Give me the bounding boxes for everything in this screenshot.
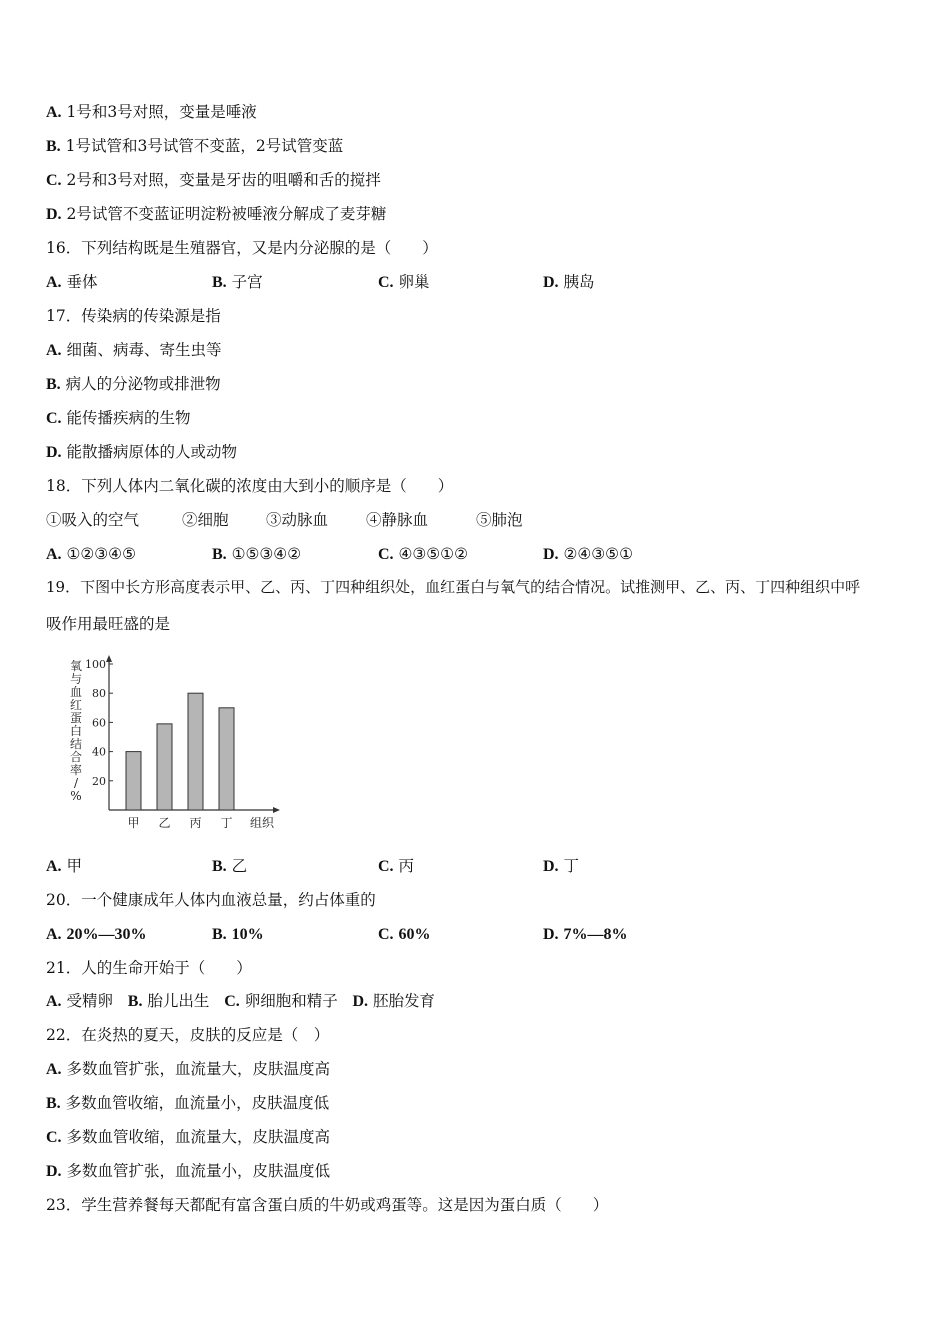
q16-option-d: D. 胰岛 [543, 273, 595, 291]
y-tick-label: 80 [92, 687, 106, 701]
q18-option-d: D. ②④③⑤① [543, 545, 633, 563]
q19-stem-line1: 19．下图中长方形高度表示甲、乙、丙、丁四种组织处，血红蛋白与氧气的结合情况。试推测甲、乙、丙、丁四种组织中呼 [46, 578, 861, 596]
q22-option-d: D. 多数血管扩张，血流量小，皮肤温度低 [46, 1162, 331, 1180]
q15-option-d: D. 2号试管不变蓝证明淀粉被唾液分解成了麦芽糖 [46, 205, 387, 223]
q15-option-c: C. 2号和3号对照，变量是牙齿的咀嚼和舌的搅拌 [46, 171, 381, 189]
q19-option-d: D. 丁 [543, 857, 580, 875]
q21-options: A. 受精卵 B. 胎儿出生 C. 卵细胞和精子 D. 胚胎发育 [46, 992, 436, 1010]
q15-option-a: A. 1号和3号对照，变量是唾液 [46, 103, 257, 121]
oxygen-binding-bar-chart [64, 654, 294, 834]
q19-option-c: C. 丙 [378, 857, 415, 875]
q18-option-c: C. ④③⑤①② [378, 545, 468, 563]
q17-option-d: D. 能散播病原体的人或动物 [46, 443, 238, 461]
q22-option-a: A. 多数血管扩张，血流量大，皮肤温度高 [46, 1060, 331, 1078]
q16-option-b: B. 子宫 [212, 273, 263, 291]
q18-option-a: A. ①②③④⑤ [46, 545, 136, 563]
q20-option-c: C. 60% [378, 926, 431, 943]
x-tick-label: 丁 [220, 816, 233, 830]
q15-option-b: B. 1号试管和3号试管不变蓝，2号试管变蓝 [46, 137, 344, 155]
q18-item-2: ②细胞 [182, 511, 229, 529]
q17-option-c: C. 能传播疾病的生物 [46, 409, 191, 427]
q17-stem: 17．传染病的传染源是指 [46, 307, 221, 325]
q17-option-b: B. 病人的分泌物或排泄物 [46, 375, 221, 393]
q16-stem: 16．下列结构既是生殖器官，又是内分泌腺的是（ ） [46, 239, 438, 257]
q20-option-b: B. 10% [212, 926, 264, 943]
q19-option-a: A. 甲 [46, 857, 83, 875]
q22-option-b: B. 多数血管收缩，血流量小，皮肤温度低 [46, 1094, 330, 1112]
q17-option-a: A. 细菌、病毒、寄生虫等 [46, 341, 222, 359]
bar-4 [219, 708, 234, 810]
y-axis-label [70, 659, 82, 803]
q18-item-1: ①吸入的空气 [46, 511, 140, 529]
q21-stem: 21．人的生命开始于（ ） [46, 959, 252, 977]
y-tick-label: 20 [92, 774, 106, 788]
q16-option-a: A. 垂体 [46, 273, 98, 291]
x-axis-arrow [273, 807, 280, 813]
q23-stem: 23．学生营养餐每天都配有富含蛋白质的牛奶或鸡蛋等。这是因为蛋白质（ ） [46, 1196, 609, 1214]
y-tick-label: 40 [92, 745, 106, 759]
q18-item-5: ⑤肺泡 [476, 511, 523, 529]
q18-option-b: B. ①⑤③④② [212, 545, 302, 563]
x-tick-labels [127, 816, 232, 830]
y-axis-label-text: 氧与血红蛋白结合率/ % [69, 659, 83, 803]
bar-1 [126, 752, 141, 810]
x-tick-label: 乙 [158, 816, 171, 830]
q20-stem: 20．一个健康成年人体内血液总量，约占体重的 [46, 891, 376, 909]
bar-2 [157, 724, 172, 810]
q16-option-c: C. 卵巢 [378, 273, 430, 291]
q20-option-d: D. 7%—8% [543, 926, 628, 943]
q19-stem-line2: 吸作用最旺盛的是 [46, 615, 171, 633]
y-axis-arrow [106, 655, 112, 662]
q22-stem: 22．在炎热的夏天，皮肤的反应是（ ） [46, 1026, 330, 1044]
x-axis-label: 组织 [250, 816, 275, 830]
bar-3 [188, 693, 203, 810]
y-tick-label: 60 [92, 716, 106, 730]
q18-item-4: ④静脉血 [366, 511, 429, 529]
q20-option-a: A. 20%—30% [46, 926, 147, 943]
q18-stem: 18．下列人体内二氧化碳的浓度由大到小的顺序是（ ） [46, 477, 454, 495]
bars [126, 693, 234, 810]
x-tick-label: 丙 [189, 816, 202, 830]
y-tick-label: 100 [85, 658, 106, 671]
x-tick-label: 甲 [127, 816, 140, 830]
q18-item-3: ③动脉血 [266, 511, 329, 529]
q22-option-c: C. 多数血管收缩，血流量大，皮肤温度高 [46, 1128, 331, 1146]
q19-option-b: B. 乙 [212, 857, 248, 875]
